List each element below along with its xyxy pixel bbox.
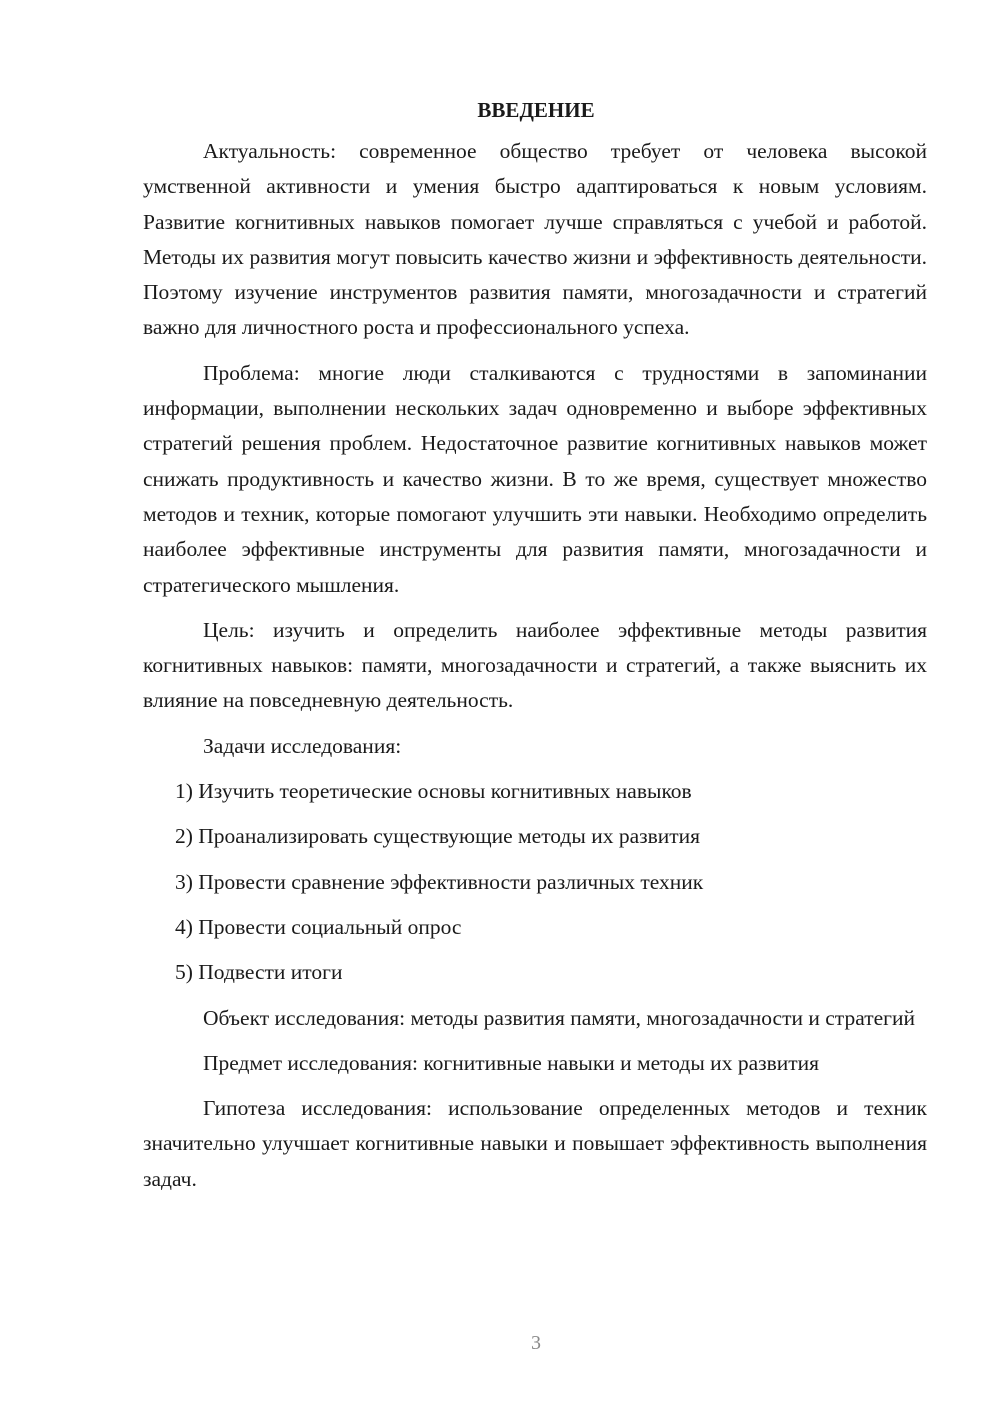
hypothesis-paragraph: Гипотеза исследования: использование определенных методов и техник значительно улучшает когнитивные навыки и повышает эффективность выполнения задач. (143, 1096, 927, 1191)
problem-paragraph: Проблема: многие люди сталкиваются с трудностями в запоминании информации, выполнении нескольких задач одновременно и выборе эффективных стратегий решения проблем. Недостаточное развитие когнитивных навыков может снижать продуктивность и качество жизни. В то же время, существует множество методов и техник, которые помогают улучшить эти навыки. Необходимо определить наиболее эффективные инструменты для развития памяти, многозадачности и стратегического мышления. (143, 360, 927, 597)
page-number: 3 (531, 1332, 541, 1354)
document-page (143, 92, 927, 1197)
research-object-paragraph: Объект исследования: методы развития памяти, многозадачности и стратегий (203, 1005, 915, 1030)
page-title: ВВЕДЕНИЕ (477, 98, 595, 122)
tasks-heading: Задачи исследования: (203, 733, 402, 758)
task-item-3: 3) Провести сравнение эффективности различных техник (175, 869, 704, 894)
research-subject-paragraph: Предмет исследования: когнитивные навыки и методы их развития (203, 1050, 820, 1075)
task-item-1: 1) Изучить теоретические основы когнитивных навыков (175, 779, 692, 804)
task-item-4: 4) Провести социальный опрос (175, 914, 462, 939)
tasks-list (143, 774, 927, 990)
task-item-2: 2) Проанализировать существующие методы их развития (175, 824, 701, 849)
relevance-paragraph: Актуальность: современное общество требует от человека высокой умственной активности и умения быстро адаптироваться к новым условиям. Развитие когнитивных навыков помогает лучше справляться с учебой и работой. Методы их развития могут повысить качество жизни и эффективность деятельности. Поэтому изучение инструментов развития памяти, многозадачности и стратегий важно для личностного роста и профессионального успеха. (143, 139, 927, 340)
task-item-5: 5) Подвести итоги (175, 960, 343, 985)
goal-paragraph: Цель: изучить и определить наиболее эффективные методы развития когнитивных навыков: памяти, многозадачности и стратегий, а также выяснить их влияние на повседневную деятельность. (143, 617, 927, 713)
